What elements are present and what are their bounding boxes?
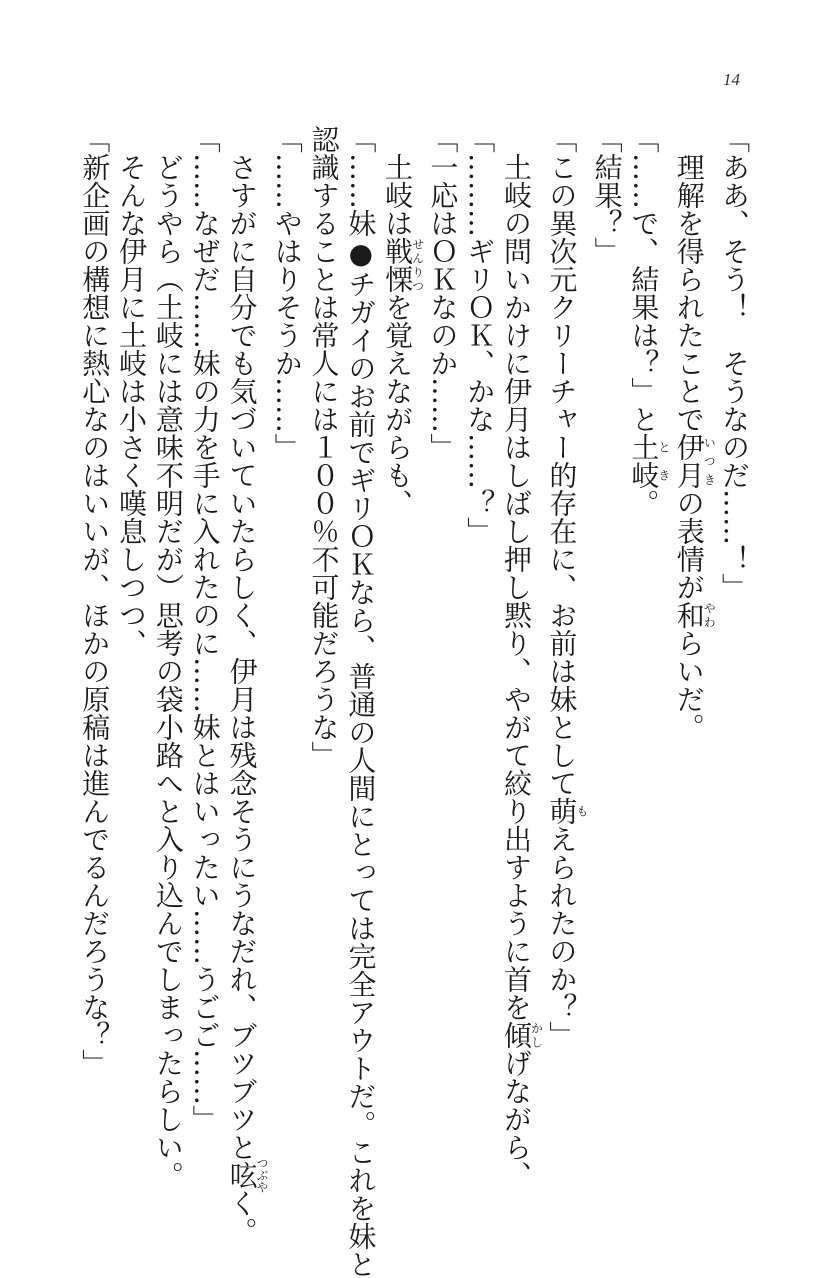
text-line: 「……なぜだ……妹の力を手に入れたのに……妹とはいったい……うごご……」 <box>188 125 222 1133</box>
text-line: 「新企画の構想に熱心なのはいいが、ほかの原稿は進んでるんだろうな？」 <box>78 125 112 1077</box>
text-line: さすがに自分でも気づいていたらしく、伊月は残念そうにうなだれ、ブツブツと呟つぶやく。 <box>225 153 269 1245</box>
text-line: 理解を得られたことで伊月いつきの表情が和やわらいだ。 <box>672 153 717 741</box>
text-line: そんな伊月に土岐は小さく嘆息しつつ、 <box>115 153 149 657</box>
text-line: 「この異次元クリーチャー的存在に、お前は妹として萌もえられたのか？」 <box>545 125 589 1049</box>
text-line: 「……妹●チガイのお前でギリＯＫなら、普通の人間にとっては完全アウトだ。これを妹と <box>344 125 378 1278</box>
text-line: 「一応はＯＫなのか……」 <box>426 125 460 461</box>
text-line: 認識することは常人には１００％不可能だろうな」 <box>307 125 341 769</box>
text-line: 土岐は戦慄せんりつを覚えながらも、 <box>381 153 425 517</box>
text-line: どうやら（土岐には意味不明だが）思考の袋小路へと入り込んでしまったらしい。 <box>151 153 185 1189</box>
text-line: 「………ギリＯＫ、かな……？」 <box>463 125 497 545</box>
text-line: 土岐の問いかけに伊月はしばし押し黙り、やがて絞り出すように首を傾かしげながら、 <box>500 153 544 1189</box>
vertical-text-body <box>62 125 752 1278</box>
text-line: 「ああ、そう！ そうなのだ……！」 <box>718 125 751 601</box>
page-number: 14 <box>723 70 740 89</box>
text-line: 「結果？」 <box>590 125 624 265</box>
text-line: 「……やはりそうか……」 <box>270 125 304 461</box>
text-line: 「……で、結果は？」と土岐とき。 <box>627 125 671 517</box>
